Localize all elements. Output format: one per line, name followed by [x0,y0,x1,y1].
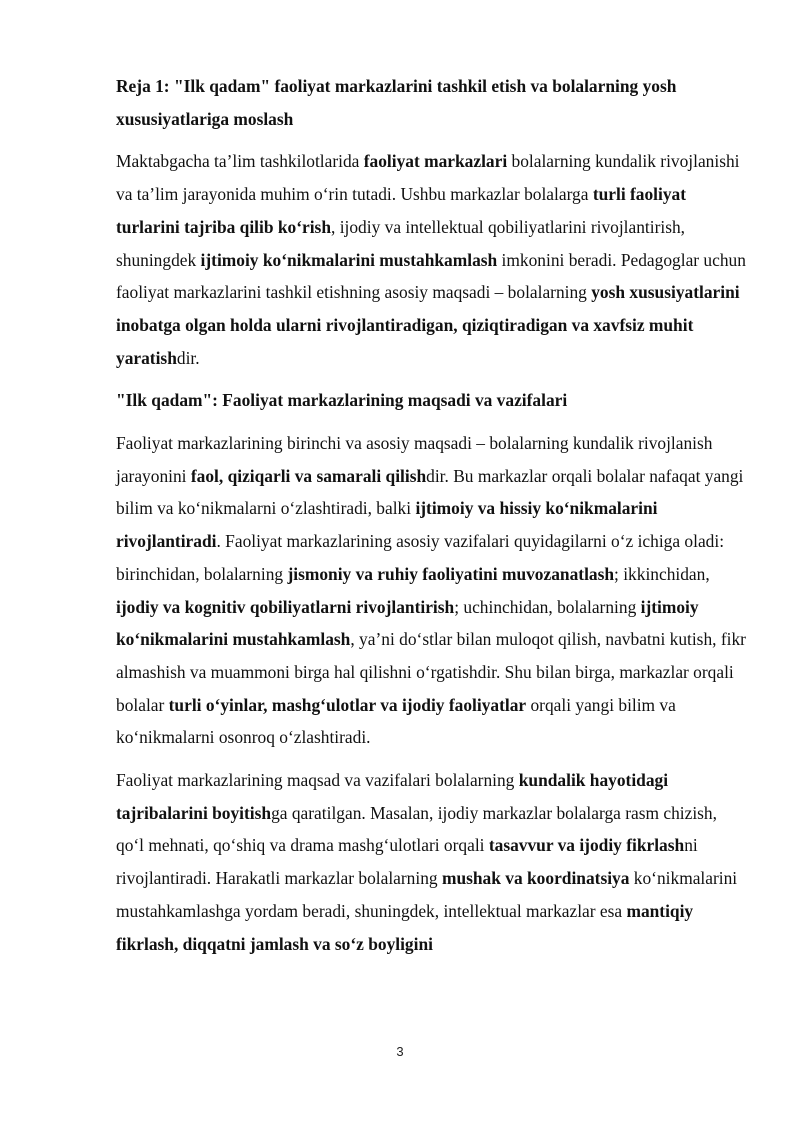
bold-text-run: ijodiy va kognitiv qobiliyatlarni rivojlantirish [116,596,455,617]
bold-text-run: mushak va koordinatsiya [441,868,630,889]
text-run: Maktabgacha ta’lim tashkilotlarida [116,151,364,172]
paragraph-2 [116,427,746,754]
text-run: Faoliyat markazlarining maqsad va vazifalari bolalarning [116,770,519,791]
bold-text-run: ijtimoiy ko‘nikmalarini mustahkamlash [116,596,699,650]
bold-text-run: tasavvur va ijodiy fikrlash [488,835,685,856]
text-run: ; uchinchidan, bolalarning [454,596,641,617]
text-run: Faoliyat markazlarining birinchi va asosiy maqsadi – bolalarning kundalik rivojlanish jarayonini [116,433,713,486]
text-run: ko‘nikmalarini mustahkamlashga yordam beradi, shuningdek, intellektual markazlar esa [116,868,738,921]
bold-text-run: jismoniy va ruhiy faoliyatini muvozanatlash [287,563,615,584]
text-run: , ya’ni do‘stlar bilan muloqot qilish, navbatni kutish, fikr almashish va muammoni birga hal qilishni o‘rgatishdir. Shu bilan birga, markazlar orqali bolalar [116,629,746,715]
bold-text-run: kundalik hayotidagi tajribalarini boyitish [116,770,669,823]
paragraph-1 [116,145,746,374]
text-run: dir. [176,347,200,368]
text-run: ; ikkinchidan, [614,563,710,584]
paragraph-3 [116,764,746,960]
text-run: imkonini beradi. Pedagoglar uchun faoliyat markazlarini tashkil etishning asosiy maqsadi – bolalarning [116,249,746,303]
text-run: dir. Bu markazlar orqali bolalar nafaqat yangi bilim va ko‘nikmalarni o‘zlashtiradi, balki [116,465,744,519]
bold-text-run: yosh xususiyatlarini inobatga olgan holda ularni rivojlantiradigan, qiziqtiradigan va xavfsiz muhit yaratish [116,282,740,368]
bold-text-run: ijtimoiy ko‘nikmalarini mustahkamlash [200,249,498,270]
text-run: , ijodiy va intellektual qobiliyatlarini rivojlantirish, shuningdek [116,216,686,270]
text-run: orqali yangi bilim va ko‘nikmalarni osonroq o‘zlashtiradi. [116,694,676,748]
document-body [116,70,746,970]
bold-text-run: turli faoliyat turlarini tajriba qilib ko‘rish [116,184,687,237]
bold-text-run: faoliyat markazlari [363,151,508,172]
bold-text-run: faol, qiziqarli va samarali qilish [190,465,427,486]
section-heading-1: Reja 1: "Ilk qadam" faoliyat markazlarini tashkil etish va bolalarning yosh xususiyatlariga moslash [116,76,677,129]
text-run: . Faoliyat markazlarining asosiy vazifalari quyidagilarni o‘z ichiga oladi: birinchidan, bolalarning [116,531,725,584]
section-heading-2: "Ilk qadam": Faoliyat markazlarining maqsadi va vazifalari [116,390,568,411]
bold-text-run: mantiqiy fikrlash, diqqatni jamlash va so‘z boyligini [116,900,694,954]
text-run: ga qaratilgan. Masalan, ijodiy markazlar bolalarga rasm chizish, qo‘l mehnati, qo‘shiq va drama mashg‘ulotlari orqali [116,802,717,856]
text-run: bolalarning kundalik rivojlanishi va ta’lim jarayonida muhim o‘rin tutadi. Ushbu markazlar bolalarga [116,151,740,205]
bold-text-run: ijtimoiy va hissiy ko‘nikmalarini rivojlantiradi [116,498,658,552]
text-run: ni rivojlantiradi. Harakatli markazlar bolalarning [116,835,698,889]
page-number: 3 [396,1044,404,1059]
bold-text-run: turli o‘yinlar, mashg‘ulotlar va ijodiy faoliyatlar [168,694,527,715]
